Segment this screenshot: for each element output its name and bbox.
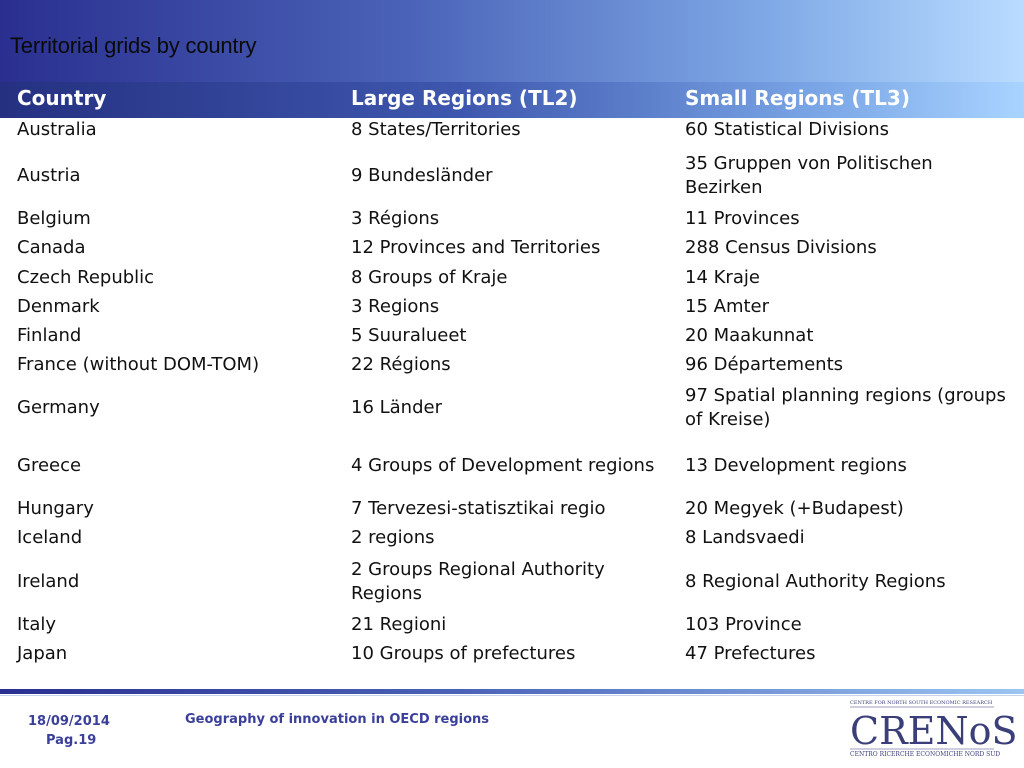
country-cell: Ireland [17, 570, 80, 592]
table-row [0, 234, 1024, 263]
large-regions-cell: 22 Régions [351, 354, 451, 376]
large-regions-cell: 3 Regions [351, 295, 440, 317]
small-regions-cell: 15 Amter [685, 295, 770, 317]
small-regions-cell: 288 Census Divisions [685, 237, 877, 259]
country-cell: Austria [17, 164, 81, 186]
country-cell: Belgium [17, 208, 91, 230]
small-regions-cell: 47 Prefectures [685, 643, 816, 665]
table-row [0, 205, 1024, 234]
table-row [0, 494, 1024, 523]
large-regions-cell: 3 Régions [351, 208, 440, 230]
large-regions-cell: 4 Groups of Development regions [351, 454, 655, 476]
large-regions-cell: 7 Tervezesi-statisztikai regio [351, 498, 606, 520]
table-header [0, 82, 1024, 118]
table-row [0, 263, 1024, 292]
country-cell: Greece [17, 454, 82, 476]
country-cell: Canada [17, 237, 86, 259]
country-cell: Denmark [17, 295, 100, 317]
footer-caption: Geography of innovation in OECD regions [185, 712, 490, 727]
large-regions-cell: 5 Suuralueet [351, 324, 467, 346]
large-regions-cell: 10 Groups of prefectures [351, 643, 576, 665]
small-regions-cell: 13 Development regions [685, 454, 907, 476]
footer-date: 18/09/2014 [28, 714, 110, 729]
large-regions-cell: 16 Länder [351, 397, 442, 419]
country-cell: Hungary [17, 498, 94, 520]
small-regions-cell: 60 Statistical Divisions [685, 119, 889, 140]
table-row [0, 639, 1024, 668]
small-regions-cell: 103 Province [685, 613, 802, 635]
large-regions-cell: 12 Provinces and Territories [351, 237, 601, 259]
country-cell: Australia [17, 119, 97, 140]
small-regions-cell: 8 Landsvaedi [685, 527, 805, 549]
column-header-large-regions: Large Regions (TL2) [351, 86, 578, 110]
small-regions-cell: 35 Gruppen von Politischen Bezirken [685, 152, 933, 198]
country-cell: Iceland [17, 527, 83, 549]
table-row [0, 437, 1024, 494]
footer-page-number: Pag.19 [46, 733, 97, 748]
table-row [0, 321, 1024, 350]
large-regions-cell: 8 Groups of Kraje [351, 266, 508, 288]
small-regions-cell: 96 Départements [685, 354, 844, 376]
table-row [0, 553, 1024, 610]
country-cell: Japan [17, 643, 68, 665]
small-regions-cell: 14 Kraje [685, 266, 760, 288]
logo-top-text: CENTRE FOR NORTH SOUTH ECONOMIC RESEARCH [850, 700, 993, 706]
table-row [0, 292, 1024, 321]
footer-rule [0, 689, 1024, 694]
logo-wordmark: CRENoS [850, 709, 1018, 753]
column-header-small-regions: Small Regions (TL3) [685, 86, 910, 110]
small-regions-cell: 8 Regional Authority Regions [685, 570, 946, 592]
large-regions-cell: 9 Bundesländer [351, 164, 493, 186]
slide-title: Territorial grids by country [10, 33, 257, 58]
small-regions-cell: 20 Megyek (+Budapest) [685, 498, 904, 520]
large-regions-cell: 21 Regioni [351, 613, 447, 635]
table-row [0, 380, 1024, 437]
table-body [0, 118, 1024, 669]
country-cell: Finland [17, 324, 82, 346]
small-regions-cell: 20 Maakunnat [685, 324, 814, 346]
country-cell: Germany [17, 397, 100, 419]
large-regions-cell: 2 Groups Regional Authority Regions [351, 558, 605, 604]
table-row [0, 524, 1024, 553]
large-regions-cell: 2 regions [351, 527, 435, 549]
table-row [0, 610, 1024, 639]
table-row [0, 147, 1024, 204]
logo-bottom-text: CENTRO RICERCHE ECONOMICHE NORD SUD [850, 751, 1001, 758]
country-cell: France (without DOM-TOM) [17, 354, 260, 376]
column-header-country: Country [17, 86, 107, 110]
large-regions-cell: 8 States/Territories [351, 119, 521, 140]
footer-divider [0, 695, 1024, 696]
table-row [0, 351, 1024, 380]
table-row [0, 118, 1024, 147]
small-regions-cell: 11 Provinces [685, 208, 800, 230]
country-cell: Italy [17, 613, 57, 635]
country-cell: Czech Republic [17, 266, 155, 288]
small-regions-cell: 97 Spatial planning regions (groups of Kreise) [685, 385, 1006, 431]
